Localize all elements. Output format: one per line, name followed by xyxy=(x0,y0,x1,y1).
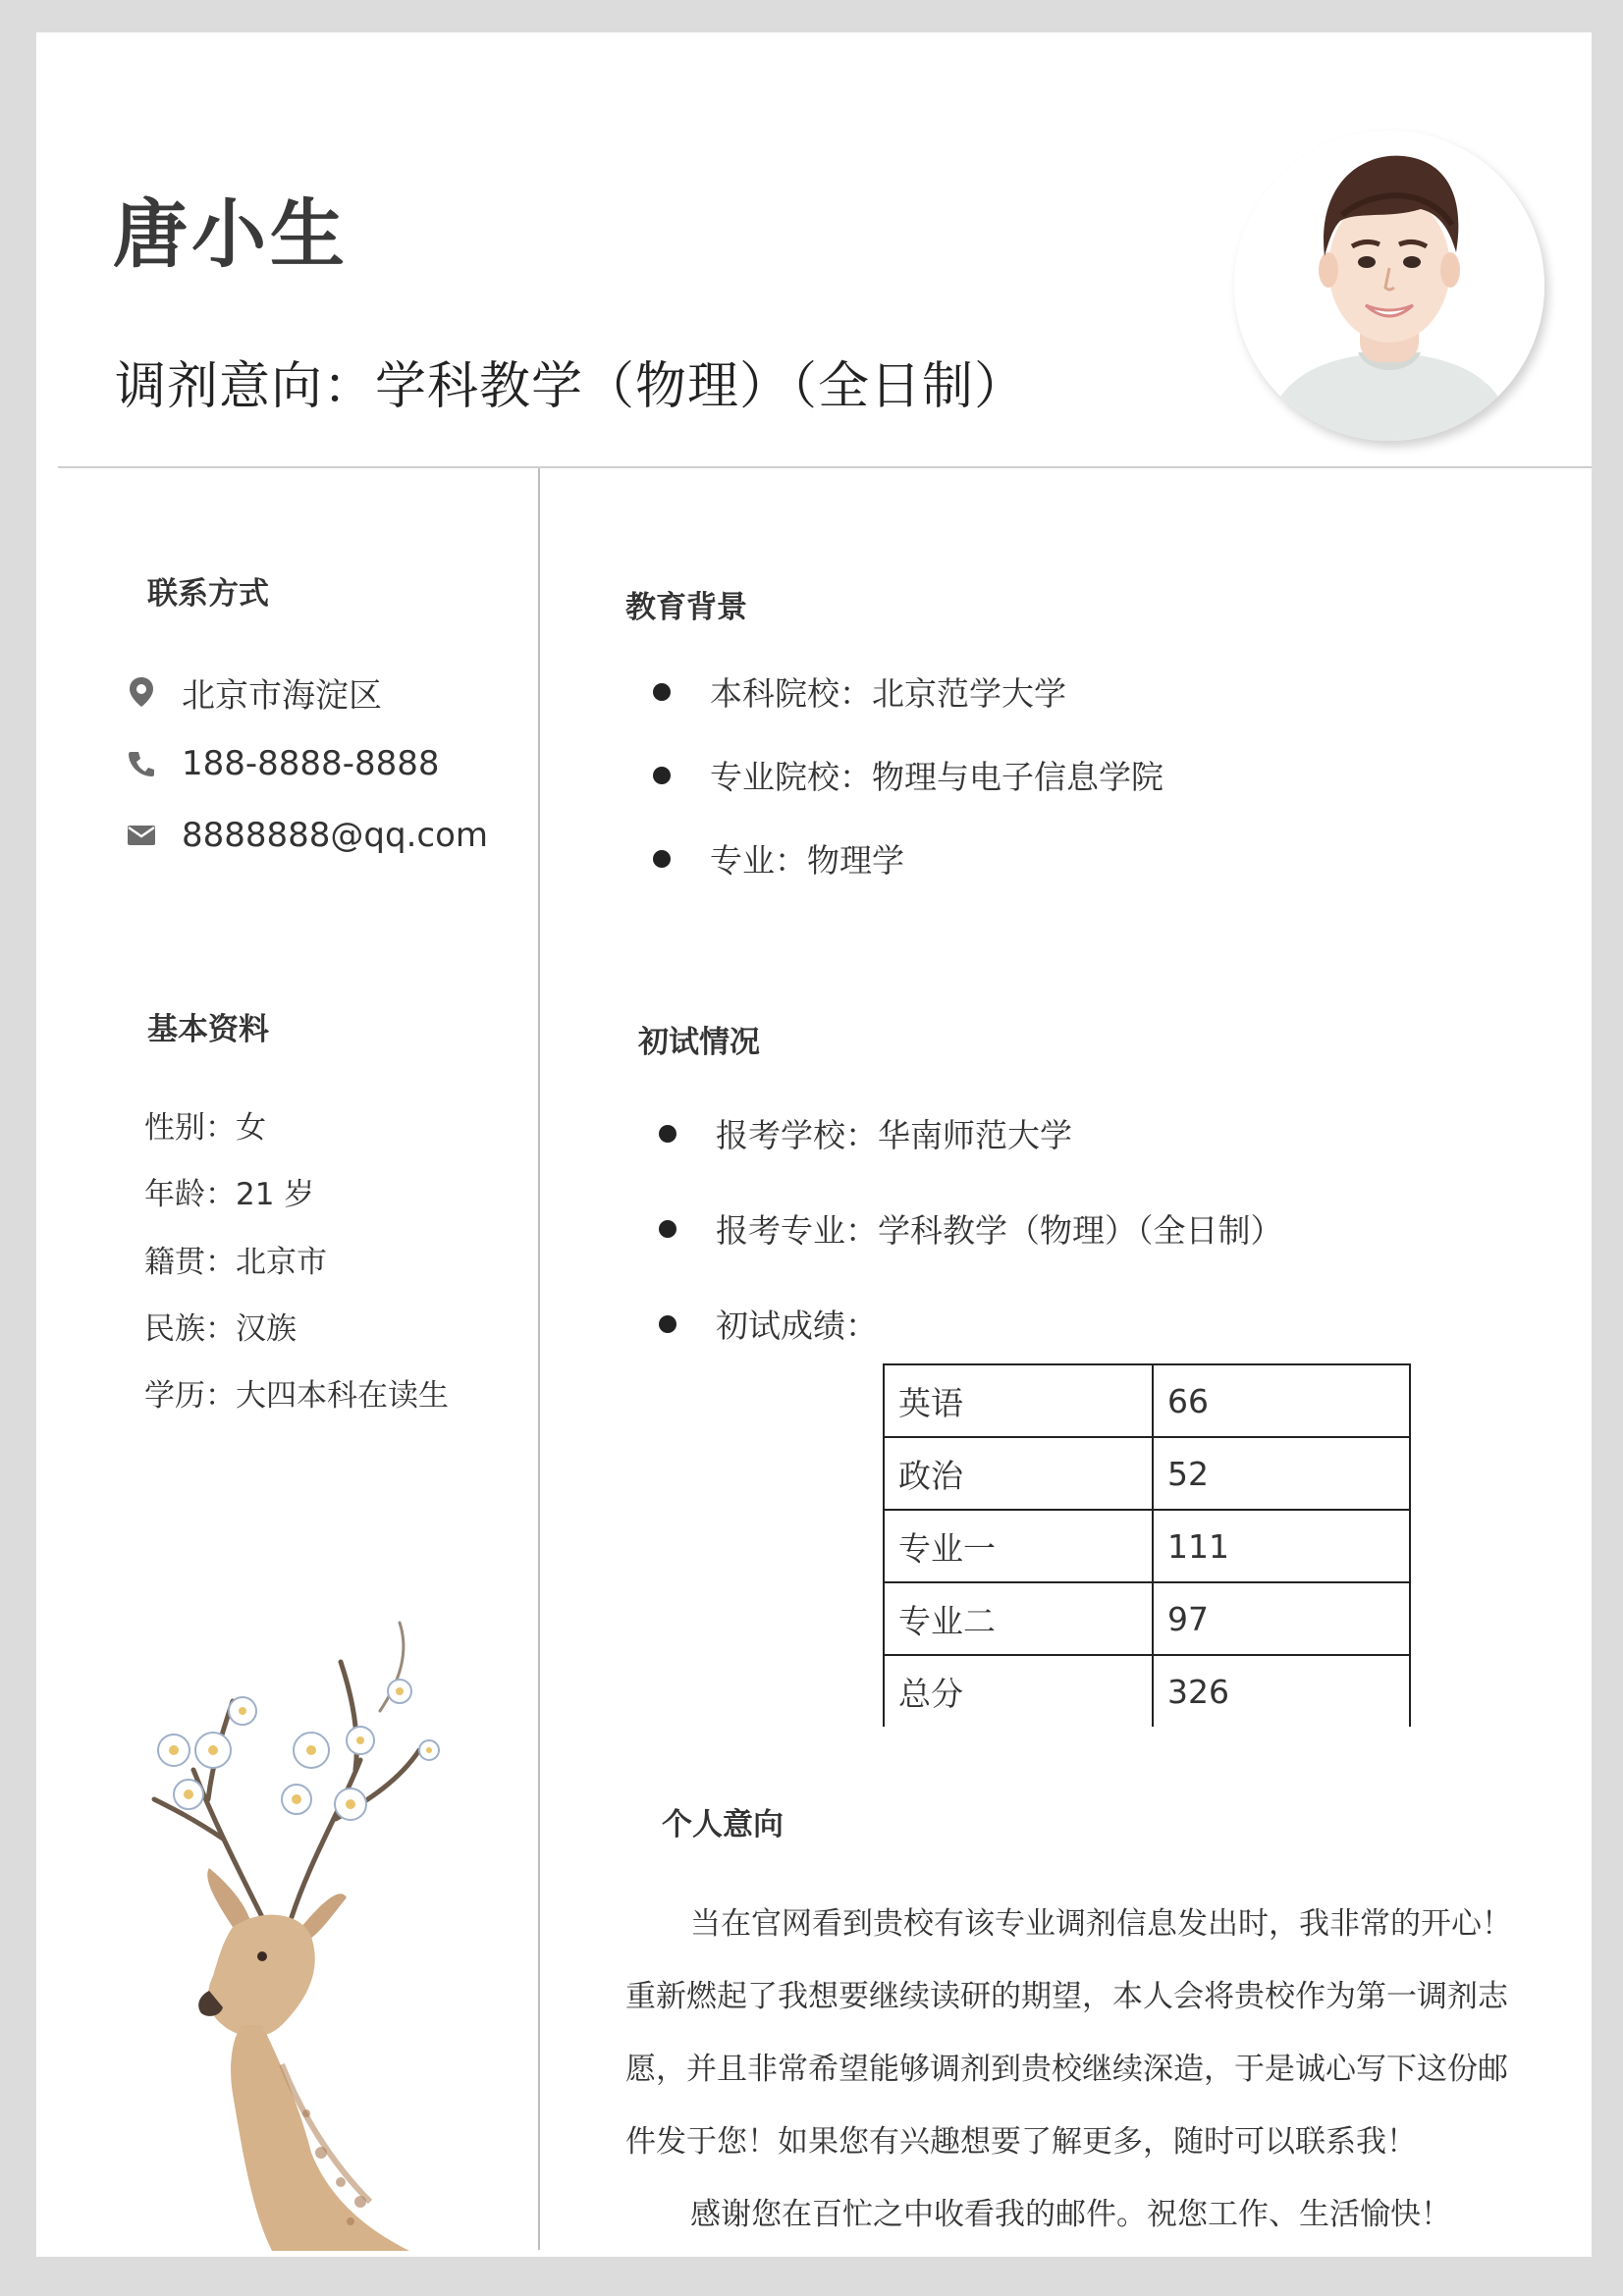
address-text: 北京市海淀区 xyxy=(182,675,382,716)
email-text: 8888888@qq.com xyxy=(182,816,489,855)
info-gender: 性别：女 xyxy=(144,1110,266,1146)
statement-paragraph xyxy=(625,1888,1568,2251)
exam-item xyxy=(659,1110,1072,1156)
table-row xyxy=(884,1364,1410,1437)
bullet-dot xyxy=(659,1315,676,1333)
resume-page xyxy=(36,32,1592,2257)
phone-text: 188-8888-8888 xyxy=(182,744,440,783)
score-value: 111 xyxy=(1153,1510,1410,1582)
education-section-title: 教育背景 xyxy=(625,590,747,625)
phone-icon xyxy=(127,749,156,778)
bullet-dot xyxy=(653,767,671,784)
score-value: 52 xyxy=(1153,1437,1410,1510)
table-row xyxy=(884,1655,1410,1727)
score-value: 97 xyxy=(1153,1582,1410,1655)
info-education-level: 学历：大四本科在读生 xyxy=(144,1378,449,1414)
statement-line: 感谢您在百忙之中收看我的邮件。祝您工作、生活愉快！ xyxy=(690,2197,1451,2232)
score-value: 326 xyxy=(1153,1655,1410,1727)
bullet-dot xyxy=(659,1220,676,1238)
statement-line: 愿，并且非常希望能够调剂到贵校继续深造，于是诚心写下这份邮 xyxy=(625,2052,1508,2087)
statement-line: 重新燃起了我想要继续读研的期望，本人会将贵校作为第一调剂志 xyxy=(625,1979,1508,2014)
score-subject: 专业二 xyxy=(884,1582,1153,1655)
transfer-intent: 调剂意向：学科教学（物理）（全日制） xyxy=(115,357,1027,416)
contact-section-title: 联系方式 xyxy=(147,576,269,612)
exam-item xyxy=(659,1301,878,1347)
education-undergrad-school: 本科院校：北京范学大学 xyxy=(710,674,1066,713)
contact-email xyxy=(127,814,488,857)
table-row xyxy=(884,1437,1410,1510)
location-icon xyxy=(127,677,156,707)
score-table xyxy=(883,1363,1411,1727)
info-age: 年龄：21 岁 xyxy=(144,1177,315,1212)
bullet-dot xyxy=(653,850,671,868)
info-ethnicity: 民族：汉族 xyxy=(144,1311,297,1347)
exam-item xyxy=(659,1205,1283,1252)
table-row xyxy=(884,1582,1410,1655)
score-subject: 专业一 xyxy=(884,1510,1153,1582)
statement-section-title: 个人意向 xyxy=(662,1807,784,1842)
profile-photo xyxy=(1234,131,1544,441)
bullet-dot xyxy=(659,1125,676,1143)
education-item xyxy=(653,668,1066,715)
table-row xyxy=(884,1510,1410,1582)
education-department: 专业院校：物理与电子信息学院 xyxy=(710,758,1163,796)
header-divider xyxy=(58,466,1592,468)
deer-illustration xyxy=(115,1603,547,2251)
avatar-illustration xyxy=(1234,131,1544,441)
score-subject: 总分 xyxy=(884,1655,1153,1727)
education-item xyxy=(653,835,904,881)
score-subject: 英语 xyxy=(884,1364,1153,1437)
exam-target-major: 报考专业：学科教学（物理）（全日制） xyxy=(716,1211,1283,1250)
exam-scores-label: 初试成绩： xyxy=(716,1307,878,1345)
contact-address xyxy=(127,670,382,714)
info-hometown: 籍贯：北京市 xyxy=(144,1245,327,1280)
contact-phone xyxy=(127,742,440,785)
mail-icon xyxy=(127,821,156,850)
score-value: 66 xyxy=(1153,1364,1410,1437)
basic-info-section-title: 基本资料 xyxy=(147,1012,269,1047)
exam-target-school: 报考学校：华南师范大学 xyxy=(716,1116,1072,1154)
statement-line: 件发于您！如果您有兴趣想要了解更多，随时可以联系我！ xyxy=(625,2124,1417,2160)
exam-section-title: 初试情况 xyxy=(638,1025,760,1060)
score-subject: 政治 xyxy=(884,1437,1153,1510)
education-item xyxy=(653,752,1163,798)
candidate-name: 唐小生 xyxy=(113,190,349,278)
statement-line: 当在官网看到贵校有该专业调剂信息发出时，我非常的开心！ xyxy=(690,1906,1512,1942)
bullet-dot xyxy=(653,683,671,701)
education-major: 专业：物理学 xyxy=(710,841,904,880)
